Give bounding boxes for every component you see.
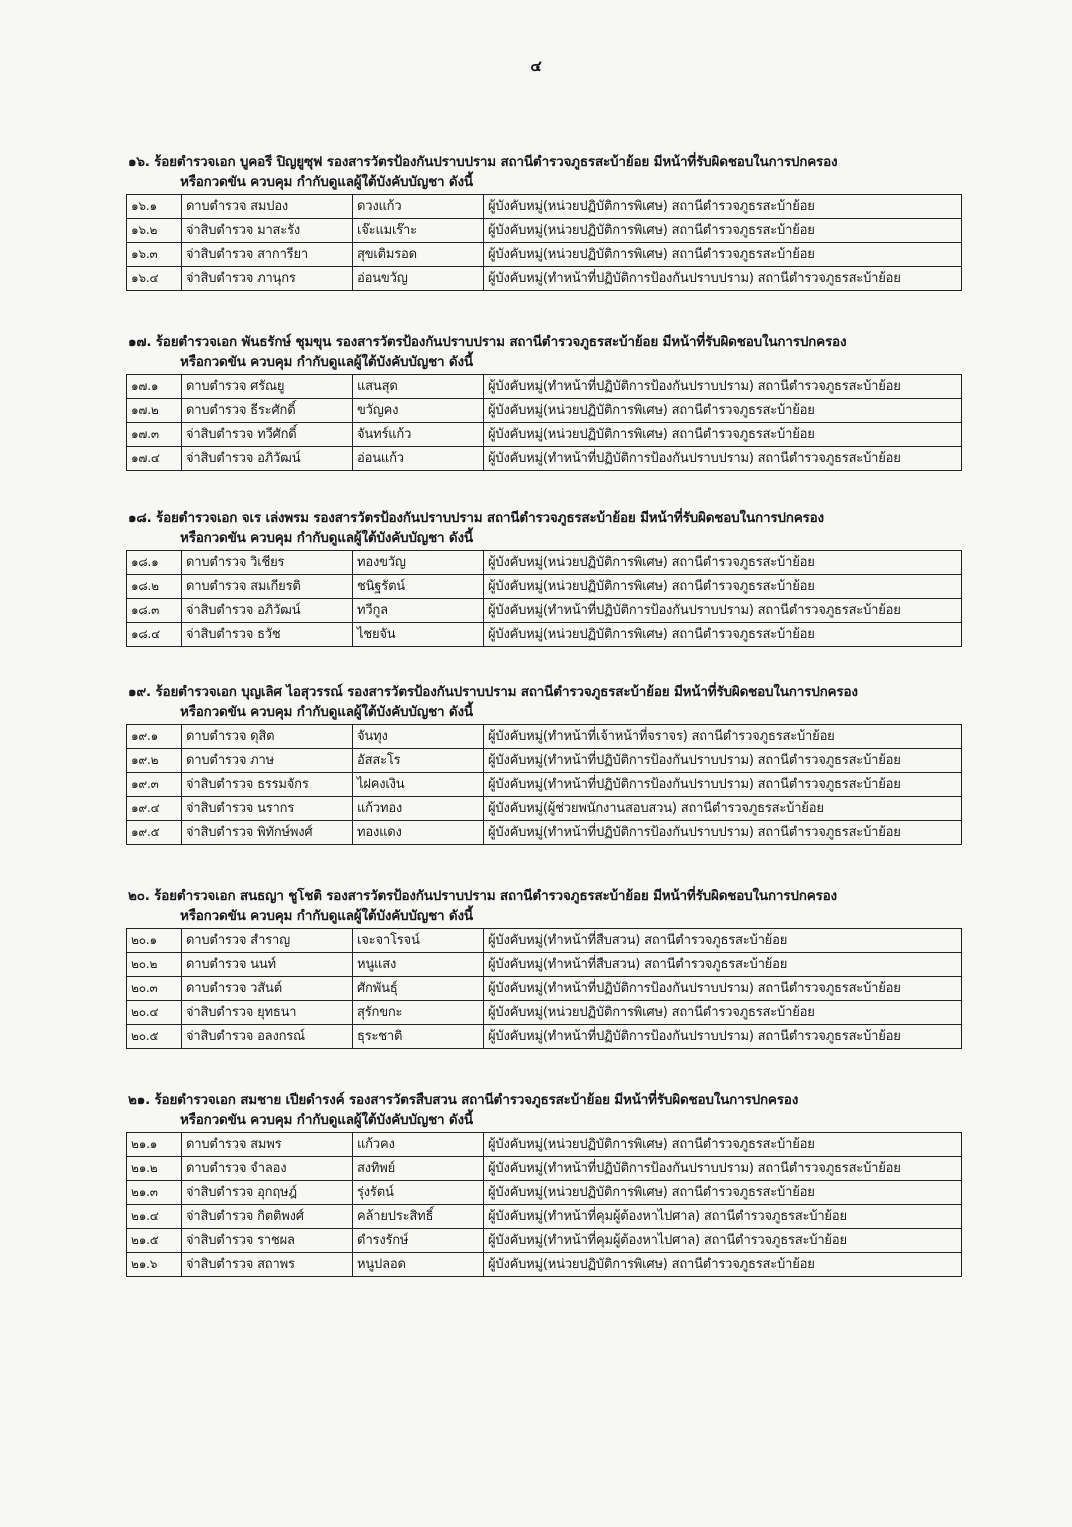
item-number-cell: ๒๑.๖ [127,1253,182,1277]
rank-name-cell: จ่าสิบตำรวจ ทวีศักดิ์ [182,423,353,447]
surname-cell: แก้วทอง [353,797,484,821]
item-number-cell: ๒๑.๓ [127,1181,182,1205]
table-row [127,219,962,243]
surname-cell: อ่อนแก้ว [353,447,484,471]
table-row [127,423,962,447]
section-subheading: หรือกวดขัน ควบคุม กำกับดูแลผู้ใต้บังคับบัญชา ดังนี้ [180,704,473,720]
rank-name-cell: ดาบตำรวจ นนท์ [182,953,353,977]
subordinates-table [126,928,962,1049]
rank-name-cell: ดาบตำรวจ วสันต์ [182,977,353,1001]
role-cell: ผู้บังคับหมู่(หน่วยปฏิบัติการพิเศษ) สถานีตำรวจภูธรสะบ้าย้อย [484,623,962,647]
role-cell: ผู้บังคับหมู่(ทำหน้าที่ปฏิบัติการป้องกันปราบปราม) สถานีตำรวจภูธรสะบ้าย้อย [484,267,962,291]
surname-cell: ทองขวัญ [353,551,484,575]
surname-cell: ไฝคงเงิน [353,773,484,797]
rank-name-cell: ดาบตำรวจ สมเกียรติ [182,575,353,599]
item-number-cell: ๒๐.๑ [127,929,182,953]
assignment-section [126,508,962,647]
surname-cell: หนูปลอด [353,1253,484,1277]
table-row [127,375,962,399]
item-number-cell: ๑๖.๑ [127,195,182,219]
item-number-cell: ๑๙.๔ [127,797,182,821]
section-heading: ๑๘. ร้อยตำรวจเอก จเร เล่งพรม รองสารวัตรป้องกันปราบปราม สถานีตำรวจภูธรสะบ้าย้อย มีหน้าที่รับผิดชอบในการปกครอง [128,510,824,526]
item-number-cell: ๒๐.๒ [127,953,182,977]
role-cell: ผู้บังคับหมู่(ทำหน้าที่เจ้าหน้าที่จราจร) สถานีตำรวจภูธรสะบ้าย้อย [484,725,962,749]
role-cell: ผู้บังคับหมู่(หน่วยปฏิบัติการพิเศษ) สถานีตำรวจภูธรสะบ้าย้อย [484,1133,962,1157]
role-cell: ผู้บังคับหมู่(ทำหน้าที่ปฏิบัติการป้องกันปราบปราม) สถานีตำรวจภูธรสะบ้าย้อย [484,447,962,471]
surname-cell: ไชยจัน [353,623,484,647]
table-row [127,977,962,1001]
rank-name-cell: จ่าสิบตำรวจ อภิวัฒน์ [182,447,353,471]
rank-name-cell: ดาบตำรวจ สมพร [182,1133,353,1157]
role-cell: ผู้บังคับหมู่(ทำหน้าที่ปฏิบัติการป้องกันปราบปราม) สถานีตำรวจภูธรสะบ้าย้อย [484,749,962,773]
rank-name-cell: ดาบตำรวจ ดุสิต [182,725,353,749]
item-number-cell: ๒๐.๕ [127,1025,182,1049]
rank-name-cell: ดาบตำรวจ ภาษ [182,749,353,773]
table-row [127,797,962,821]
rank-name-cell: ดาบตำรวจ สำราญ [182,929,353,953]
role-cell: ผู้บังคับหมู่(ทำหน้าที่สืบสวน) สถานีตำรวจภูธรสะบ้าย้อย [484,929,962,953]
rank-name-cell: จ่าสิบตำรวจ อภิวัฒน์ [182,599,353,623]
table-row [127,1001,962,1025]
table-row [127,1229,962,1253]
surname-cell: สุรักขกะ [353,1001,484,1025]
page-number: ๔ [530,57,542,75]
rank-name-cell: จ่าสิบตำรวจ ธวัช [182,623,353,647]
role-cell: ผู้บังคับหมู่(ทำหน้าที่ปฏิบัติการป้องกันปราบปราม) สถานีตำรวจภูธรสะบ้าย้อย [484,821,962,845]
role-cell: ผู้บังคับหมู่(หน่วยปฏิบัติการพิเศษ) สถานีตำรวจภูธรสะบ้าย้อย [484,1253,962,1277]
surname-cell: เจ๊ะแมเร๊าะ [353,219,484,243]
item-number-cell: ๑๗.๔ [127,447,182,471]
item-number-cell: ๒๑.๒ [127,1157,182,1181]
table-row [127,623,962,647]
subordinates-table [126,550,962,647]
role-cell: ผู้บังคับหมู่(ทำหน้าที่ปฏิบัติการป้องกันปราบปราม) สถานีตำรวจภูธรสะบ้าย้อย [484,599,962,623]
item-number-cell: ๑๘.๓ [127,599,182,623]
table-row [127,399,962,423]
role-cell: ผู้บังคับหมู่(หน่วยปฏิบัติการพิเศษ) สถานีตำรวจภูธรสะบ้าย้อย [484,1001,962,1025]
item-number-cell: ๑๘.๒ [127,575,182,599]
section-subheading: หรือกวดขัน ควบคุม กำกับดูแลผู้ใต้บังคับบัญชา ดังนี้ [180,174,473,190]
subordinates-table [126,374,962,471]
item-number-cell: ๒๑.๑ [127,1133,182,1157]
assignment-section [126,886,962,1049]
rank-name-cell: จ่าสิบตำรวจ อลงกรณ์ [182,1025,353,1049]
role-cell: ผู้บังคับหมู่(ทำหน้าที่ปฏิบัติการป้องกันปราบปราม) สถานีตำรวจภูธรสะบ้าย้อย [484,1025,962,1049]
surname-cell: ชนิฐรัตน์ [353,575,484,599]
surname-cell: ทองแดง [353,821,484,845]
item-number-cell: ๒๑.๕ [127,1229,182,1253]
surname-cell: สงทิพย์ [353,1157,484,1181]
item-number-cell: ๑๙.๑ [127,725,182,749]
surname-cell: แก้วคง [353,1133,484,1157]
surname-cell: ธุระชาติ [353,1025,484,1049]
rank-name-cell: จ่าสิบตำรวจ ยุทธนา [182,1001,353,1025]
assignment-section [126,1090,962,1277]
table-row [127,749,962,773]
item-number-cell: ๑๘.๔ [127,623,182,647]
assignment-section [126,682,962,845]
role-cell: ผู้บังคับหมู่(ทำหน้าที่ปฏิบัติการป้องกันปราบปราม) สถานีตำรวจภูธรสะบ้าย้อย [484,773,962,797]
surname-cell: ศักพันธุ์ [353,977,484,1001]
rank-name-cell: จ่าสิบตำรวจ อุกฤษฎ์ [182,1181,353,1205]
subordinates-table [126,194,962,291]
item-number-cell: ๑๖.๒ [127,219,182,243]
table-row [127,1025,962,1049]
subordinates-table [126,1132,962,1277]
rank-name-cell: ดาบตำรวจ ธีระศักดิ์ [182,399,353,423]
item-number-cell: ๑๙.๒ [127,749,182,773]
rank-name-cell: จ่าสิบตำรวจ ธรรมจักร [182,773,353,797]
surname-cell: ทวีกูล [353,599,484,623]
role-cell: ผู้บังคับหมู่(ทำหน้าที่ปฏิบัติการป้องกันปราบปราม) สถานีตำรวจภูธรสะบ้าย้อย [484,977,962,1001]
role-cell: ผู้บังคับหมู่(ทำหน้าที่คุมผู้ต้องหาไปศาล) สถานีตำรวจภูธรสะบ้าย้อย [484,1205,962,1229]
surname-cell: เจะจาโรจน์ [353,929,484,953]
surname-cell: ดวงแก้ว [353,195,484,219]
rank-name-cell: จ่าสิบตำรวจ นรากร [182,797,353,821]
rank-name-cell: ดาบตำรวจ จำลอง [182,1157,353,1181]
surname-cell: รุ่งรัตน์ [353,1181,484,1205]
table-row [127,1205,962,1229]
role-cell: ผู้บังคับหมู่(หน่วยปฏิบัติการพิเศษ) สถานีตำรวจภูธรสะบ้าย้อย [484,243,962,267]
surname-cell: ดำรงรักษ์ [353,1229,484,1253]
rank-name-cell: ดาบตำรวจ ศรัณยู [182,375,353,399]
rank-name-cell: ดาบตำรวจ สมปอง [182,195,353,219]
section-heading: ๑๙. ร้อยตำรวจเอก บุญเลิศ ไอสุวรรณ์ รองสารวัตรป้องกันปราบปราม สถานีตำรวจภูธรสะบ้าย้อย มีหน้าที่รับผิดชอบในการปกครอง [128,684,858,700]
rank-name-cell: จ่าสิบตำรวจ กิตติพงศ์ [182,1205,353,1229]
item-number-cell: ๒๐.๓ [127,977,182,1001]
rank-name-cell: จ่าสิบตำรวจ ราชผล [182,1229,353,1253]
table-row [127,929,962,953]
table-row [127,1181,962,1205]
table-row [127,1157,962,1181]
surname-cell: สุขเติมรอด [353,243,484,267]
role-cell: ผู้บังคับหมู่(หน่วยปฏิบัติการพิเศษ) สถานีตำรวจภูธรสะบ้าย้อย [484,551,962,575]
role-cell: ผู้บังคับหมู่(หน่วยปฏิบัติการพิเศษ) สถานีตำรวจภูธรสะบ้าย้อย [484,423,962,447]
surname-cell: จันทร์แก้ว [353,423,484,447]
rank-name-cell: จ่าสิบตำรวจ มาสะรัง [182,219,353,243]
assignment-section [126,332,962,471]
rank-name-cell: จ่าสิบตำรวจ สถาพร [182,1253,353,1277]
rank-name-cell: ดาบตำรวจ วิเชียร [182,551,353,575]
section-subheading: หรือกวดขัน ควบคุม กำกับดูแลผู้ใต้บังคับบัญชา ดังนี้ [180,530,473,546]
item-number-cell: ๑๗.๑ [127,375,182,399]
rank-name-cell: จ่าสิบตำรวจ ภานุกร [182,267,353,291]
section-heading: ๑๖. ร้อยตำรวจเอก บูคอรี ปิญยูซุฟ รองสารวัตรป้องกันปราบปราม สถานีตำรวจภูธรสะบ้าย้อย มีหน้าที่รับผิดชอบในการปกครอง [128,154,838,170]
section-heading: ๒๑. ร้อยตำรวจเอก สมชาย เปียดำรงค์ รองสารวัตรสืบสวน สถานีตำรวจภูธรสะบ้าย้อย มีหน้าที่รับผิดชอบในการปกครอง [128,1092,799,1108]
table-row [127,773,962,797]
role-cell: ผู้บังคับหมู่(ทำหน้าที่ปฏิบัติการป้องกันปราบปราม) สถานีตำรวจภูธรสะบ้าย้อย [484,1157,962,1181]
surname-cell: อัสสะโร [353,749,484,773]
table-row [127,1253,962,1277]
table-row [127,267,962,291]
role-cell: ผู้บังคับหมู่(หน่วยปฏิบัติการพิเศษ) สถานีตำรวจภูธรสะบ้าย้อย [484,1181,962,1205]
table-row [127,243,962,267]
table-row [127,599,962,623]
surname-cell: แสนสุด [353,375,484,399]
role-cell: ผู้บังคับหมู่(หน่วยปฏิบัติการพิเศษ) สถานีตำรวจภูธรสะบ้าย้อย [484,399,962,423]
surname-cell: จันทุง [353,725,484,749]
item-number-cell: ๑๘.๑ [127,551,182,575]
table-row [127,725,962,749]
role-cell: ผู้บังคับหมู่(หน่วยปฏิบัติการพิเศษ) สถานีตำรวจภูธรสะบ้าย้อย [484,219,962,243]
role-cell: ผู้บังคับหมู่(ทำหน้าที่สืบสวน) สถานีตำรวจภูธรสะบ้าย้อย [484,953,962,977]
item-number-cell: ๒๑.๔ [127,1205,182,1229]
subordinates-table [126,724,962,845]
surname-cell: คล้ายประสิทธิ์ [353,1205,484,1229]
surname-cell: ขวัญคง [353,399,484,423]
role-cell: ผู้บังคับหมู่(ผู้ช่วยพนักงานสอบสวน) สถานีตำรวจภูธรสะบ้าย้อย [484,797,962,821]
section-subheading: หรือกวดขัน ควบคุม กำกับดูแลผู้ใต้บังคับบัญชา ดังนี้ [180,354,473,370]
item-number-cell: ๒๐.๔ [127,1001,182,1025]
table-row [127,575,962,599]
table-row [127,447,962,471]
section-heading: ๑๗. ร้อยตำรวจเอก พันธรักษ์ ชุมขุน รองสารวัตรป้องกันปราบปราม สถานีตำรวจภูธรสะบ้าย้อย มีหน้าที่รับผิดชอบในการปกครอง [128,334,847,350]
section-heading: ๒๐. ร้อยตำรวจเอก สนธญา ชูโชติ รองสารวัตรป้องกันปราบปราม สถานีตำรวจภูธรสะบ้าย้อย มีหน้าที่รับผิดชอบในการปกครอง [128,888,837,904]
assignment-section [126,152,962,291]
item-number-cell: ๑๖.๓ [127,243,182,267]
role-cell: ผู้บังคับหมู่(หน่วยปฏิบัติการพิเศษ) สถานีตำรวจภูธรสะบ้าย้อย [484,195,962,219]
item-number-cell: ๑๙.๕ [127,821,182,845]
table-row [127,953,962,977]
surname-cell: อ่อนขวัญ [353,267,484,291]
item-number-cell: ๑๖.๔ [127,267,182,291]
role-cell: ผู้บังคับหมู่(ทำหน้าที่ปฏิบัติการป้องกันปราบปราม) สถานีตำรวจภูธรสะบ้าย้อย [484,375,962,399]
table-row [127,821,962,845]
surname-cell: หนูแสง [353,953,484,977]
section-subheading: หรือกวดขัน ควบคุม กำกับดูแลผู้ใต้บังคับบัญชา ดังนี้ [180,1112,473,1128]
item-number-cell: ๑๗.๒ [127,399,182,423]
table-row [127,1133,962,1157]
role-cell: ผู้บังคับหมู่(ทำหน้าที่คุมผู้ต้องหาไปศาล) สถานีตำรวจภูธรสะบ้าย้อย [484,1229,962,1253]
section-subheading: หรือกวดขัน ควบคุม กำกับดูแลผู้ใต้บังคับบัญชา ดังนี้ [180,908,473,924]
rank-name-cell: จ่าสิบตำรวจ พิทักษ์พงศ์ [182,821,353,845]
table-row [127,551,962,575]
rank-name-cell: จ่าสิบตำรวจ สาการียา [182,243,353,267]
item-number-cell: ๑๗.๓ [127,423,182,447]
role-cell: ผู้บังคับหมู่(หน่วยปฏิบัติการพิเศษ) สถานีตำรวจภูธรสะบ้าย้อย [484,575,962,599]
table-row [127,195,962,219]
item-number-cell: ๑๙.๓ [127,773,182,797]
